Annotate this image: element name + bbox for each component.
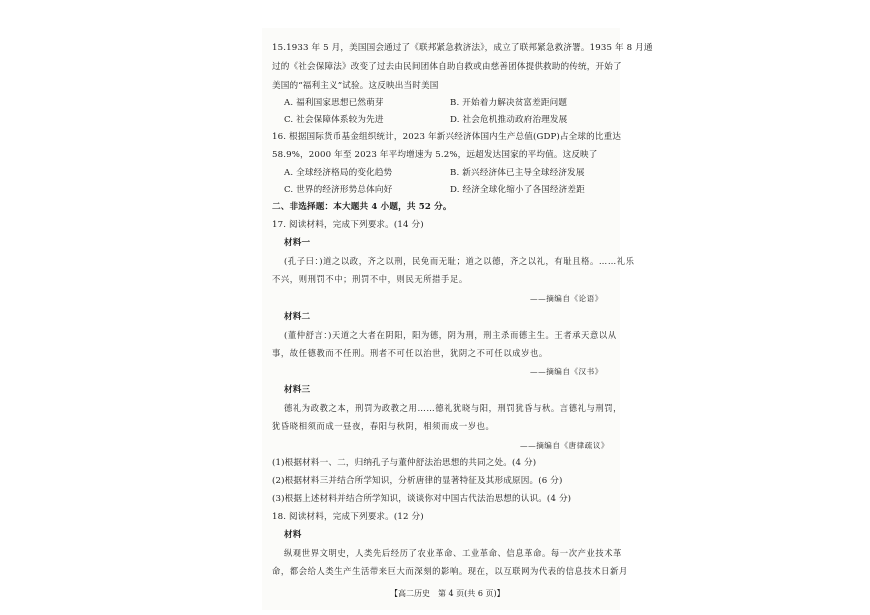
q16-line-2: 58.9%，2000 年至 2023 年平均增速为 5.2%，远超发达国家的平均值。这反映了 xyxy=(272,150,598,160)
q16-option-a: A. 全球经济格局的变化趋势 xyxy=(284,168,393,178)
q16-line-1: 16. 根据国际货币基金组织统计，2023 年新兴经济体国内生产总值(GDP)占全球的比重达 xyxy=(272,132,622,142)
exam-page xyxy=(262,28,653,610)
q17-material-3-title: 材料三 xyxy=(284,385,311,395)
section-2-heading: 二、非选择题：本大题共 4 小题，共 52 分。 xyxy=(272,202,452,212)
q18-material-line-1: 纵观世界文明史，人类先后经历了农业革命、工业革命、信息革命。每一次产业技术革 xyxy=(284,548,623,558)
q16-option-b: B. 新兴经济体已主导全球经济发展 xyxy=(450,168,585,178)
q15-line-3: 美国的“福利主义”试验。这反映出当时美国 xyxy=(272,81,439,91)
q17-material-2-line-2: 事，故任德教而不任刑。刑者不可任以治世，犹阴之不可任以成岁也。 xyxy=(272,348,548,358)
q17-material-1-line-1: (孔子曰：)道之以政，齐之以刑，民免而无耻；道之以德，齐之以礼，有耻且格。……礼乐 xyxy=(284,256,635,266)
q17-material-3-line-1: 德礼为政教之本，刑罚为政教之用……德礼犹晓与阳，刑罚犹昏与秋。言德礼与刑罚， xyxy=(284,403,623,413)
q15-option-d: D. 社会危机推动政府治理发展 xyxy=(450,115,568,125)
q15-line-1: 15.1933 年 5 月，美国国会通过了《联邦紧急救济法》，成立了联邦紧急救济署。1935 年 8 月通 xyxy=(272,43,653,53)
q15-option-a: A. 福利国家思想已然萌芽 xyxy=(284,98,384,108)
q17-material-1-line-2: 不兴，则刑罚不中；刑罚不中，则民无所措手足。 xyxy=(272,274,468,284)
q17-material-3-line-2: 犹昏晓相须而成一昼夜，春阳与秋阴，相须而成一岁也。 xyxy=(272,421,495,431)
q15-line-2: 过的《社会保障法》改变了过去由民间团体自助自救或由慈善团体提供救助的传统，开始了 xyxy=(272,62,622,72)
q17-stem: 17. 阅读材料，完成下列要求。(14 分) xyxy=(272,220,424,230)
q17-material-1-source: ——摘编自《论语》 xyxy=(530,294,603,303)
q17-material-2-source: ——摘编自《汉书》 xyxy=(530,367,603,376)
q17-ask-3: (3)根据上述材料并结合所学知识，谈谈你对中国古代法治思想的认识。(4 分) xyxy=(272,494,572,504)
q18-stem: 18. 阅读材料，完成下列要求。(12 分) xyxy=(272,512,424,522)
q17-material-2-title: 材料二 xyxy=(284,312,311,322)
q15-option-c: C. 社会保障体系较为先进 xyxy=(284,115,384,125)
q16-option-c: C. 世界的经济形势总体向好 xyxy=(284,185,393,195)
q16-option-d: D. 经济全球化缩小了各国经济差距 xyxy=(450,185,585,195)
q18-material-line-2: 命，都会给人类生产生活带来巨大而深刻的影响。现在，以互联网为代表的信息技术日新月 xyxy=(272,566,628,576)
q17-ask-1: (1)根据材料一、二，归纳孔子与董仲舒法治思想的共同之处。(4 分) xyxy=(272,458,537,468)
q18-material-title: 材料 xyxy=(284,530,302,540)
q17-material-2-line-1: (董仲舒言：)天道之大者在阴阳，阳为德，阴为刑，刑主杀而德主生。王者承天意以从 xyxy=(284,330,617,340)
q17-ask-2: (2)根据材料三并结合所学知识，分析唐律的显著特征及其形成原因。(6 分) xyxy=(272,476,563,486)
q17-material-3-source: ——摘编自《唐律疏议》 xyxy=(520,441,610,450)
q17-material-1-title: 材料一 xyxy=(284,238,311,248)
q15-option-b: B. 开始着力解决贫富差距问题 xyxy=(450,98,568,108)
page-footer: 【高二历史 第 4 页(共 6 页)】 xyxy=(390,589,505,598)
